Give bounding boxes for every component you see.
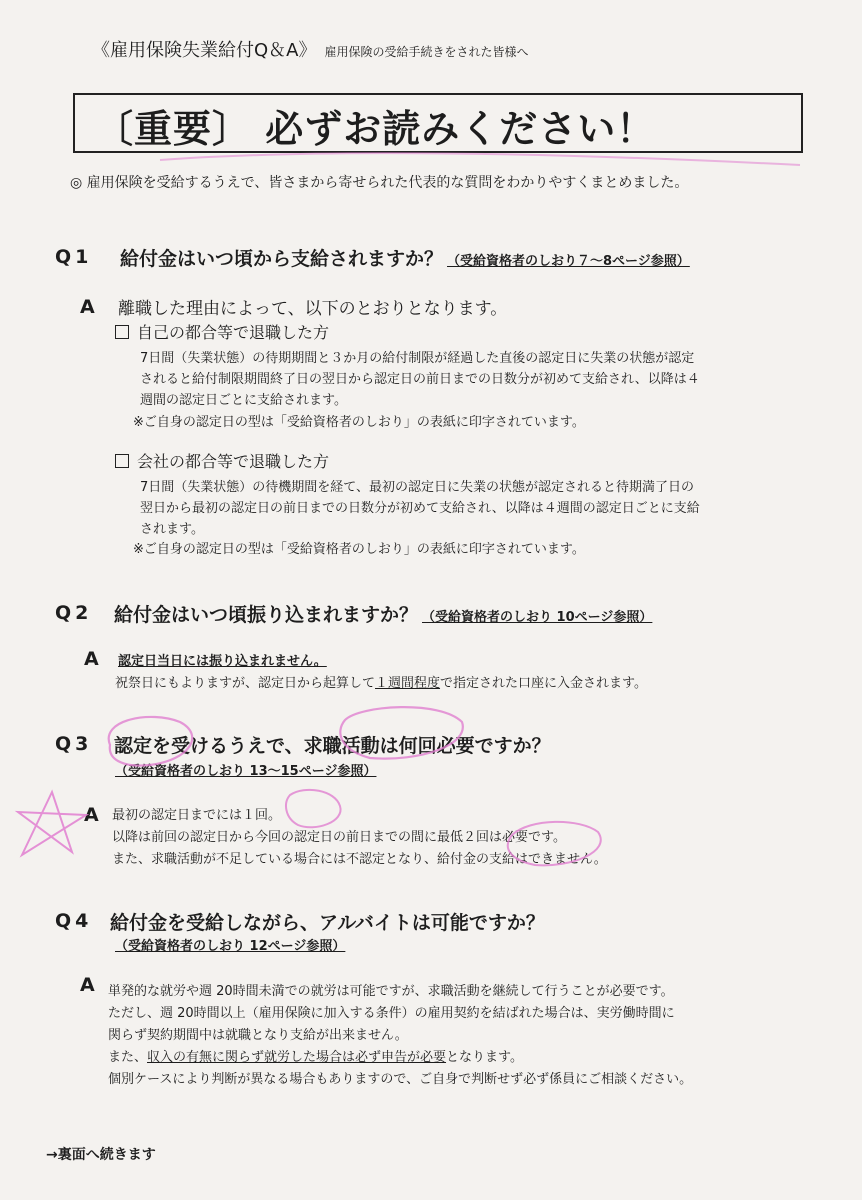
- q1-case1-line: されると給付制限期間終了日の翌日から認定日の前日までの日数分が初めて支給され、以降は４: [140, 372, 700, 387]
- q1-question-text: 給付金はいつ頃から支給されますか？: [120, 248, 444, 270]
- q3-answer-line: また、求職活動が不足している場合には不認定となり、給付金の支給はできません。: [112, 852, 607, 867]
- q4-answer-line: 単発的な就労や週 20時間未満での就労は可能ですが、求職活動を継続して行うことが必要です。: [108, 984, 674, 999]
- intro-text: ◎ 雇用保険を受給するうえで、皆さまから寄せられた代表的な質問をわかりやすくまとめました。: [70, 175, 689, 191]
- checkbox-square-icon: [115, 454, 129, 468]
- q1-case1-note: ※ご自身の認定日の型は「受給資格者のしおり」の表紙に印字されています。: [133, 415, 585, 430]
- marker-circle: [286, 790, 341, 827]
- q2-reference: （受給資格者のしおり 10ページ参照）: [422, 610, 653, 625]
- q4-line4-post: となります。: [446, 1050, 523, 1065]
- q1-reference: （受給資格者のしおり７～8ページ参照）: [447, 254, 690, 269]
- q1-case1-line: 週間の認定日ごとに支給されます。: [140, 393, 347, 408]
- q1-case2-title: 会社の都合等で退職した方: [137, 452, 330, 471]
- marker-star-icon: [18, 792, 86, 855]
- q1-case1-heading: [115, 320, 329, 343]
- q1-number: Q1: [55, 246, 93, 268]
- q3-question: 認定を受けるうえで、求職活動は何回必要ですか？: [114, 735, 551, 757]
- q2-line2-underlined: １週間程度: [375, 676, 441, 691]
- header-title: 《雇用保険失業給付Q＆A》: [92, 40, 317, 61]
- q2-number: Q2: [55, 602, 93, 624]
- q4-answer-line: [108, 1046, 523, 1065]
- q2-answer-line: 認定日当日には振り込まれません。: [118, 654, 327, 669]
- q3-reference: （受給資格者のしおり 13～15ページ参照）: [115, 764, 377, 779]
- q1-case2-heading: [115, 449, 329, 472]
- q1-case2-line: 翌日から最初の認定日の前日までの日数分が初めて支給され、以降は４週間の認定日ごとに支給: [140, 501, 700, 516]
- q1-case1-title: 自己の都合等で退職した方: [137, 323, 330, 342]
- q4-answer-mark: A: [80, 974, 95, 996]
- q3-answer-mark: A: [84, 804, 99, 826]
- q1-question: [120, 244, 690, 271]
- q4-answer-line: 関らず契約期間中は就職となり支給が出来ません。: [108, 1028, 408, 1043]
- q1-case2-line: 7日間（失業状態）の待機期間を経て、最初の認定日に失業の状態が認定されると待期満了日の: [140, 480, 695, 495]
- marker-stroke: [160, 153, 800, 165]
- q4-line4-pre: また、: [108, 1050, 148, 1065]
- checkbox-square-icon: [115, 325, 129, 339]
- q4-question: 給付金を受給しながら、アルバイトは可能ですか？: [110, 912, 545, 934]
- q2-answer-line: [115, 672, 647, 691]
- q4-answer-line: ただし、週 20時間以上（雇用保険に加入する条件）の雇用契約を結ばれた場合は、実労働時間に: [108, 1006, 675, 1021]
- q1-case2-note: ※ご自身の認定日の型は「受給資格者のしおり」の表紙に印字されています。: [133, 542, 585, 557]
- q2-line2-post: で指定された口座に入金されます。: [440, 676, 647, 691]
- q3-answer-line: 以降は前回の認定日から今回の認定日の前日までの間に最低２回は必要です。: [112, 830, 566, 845]
- q4-reference: （受給資格者のしおり 12ページ参照）: [115, 939, 346, 954]
- q2-question-text: 給付金はいつ頃振り込まれますか？: [114, 604, 419, 626]
- q3-number: Q3: [55, 733, 93, 755]
- title-banner-text: 〔重要〕 必ずお読みください！: [95, 107, 656, 151]
- q1-answer-mark: A: [80, 296, 95, 318]
- continued-on-back-note: →裏面へ続きます: [46, 1147, 156, 1163]
- q4-answer-line: 個別ケースにより判断が異なる場合もありますので、ご自身で判断せず必ず係員にご相談ください。: [108, 1072, 693, 1087]
- q1-case2-line: されます。: [140, 522, 204, 537]
- document-header: [92, 36, 529, 62]
- q3-answer-line: 最初の認定日までには１回。: [112, 808, 282, 823]
- q4-line4-underlined: 収入の有無に関らず就労した場合は必ず申告が必要: [147, 1050, 447, 1065]
- header-subtitle: 雇用保険の受給手続きをされた皆様へ: [324, 45, 529, 59]
- q2-answer-mark: A: [84, 648, 99, 670]
- q2-line2-pre: 祝祭日にもよりますが、認定日から起算して: [115, 676, 376, 691]
- q1-answer-lead: 離職した理由によって、以下のとおりとなります。: [118, 299, 508, 319]
- q4-number: Q4: [55, 910, 93, 932]
- q1-case1-line: 7日間（失業状態）の待期期間と３か月の給付制限が経過した直後の認定日に失業の状態が認定: [140, 351, 695, 366]
- q2-question: [114, 600, 652, 627]
